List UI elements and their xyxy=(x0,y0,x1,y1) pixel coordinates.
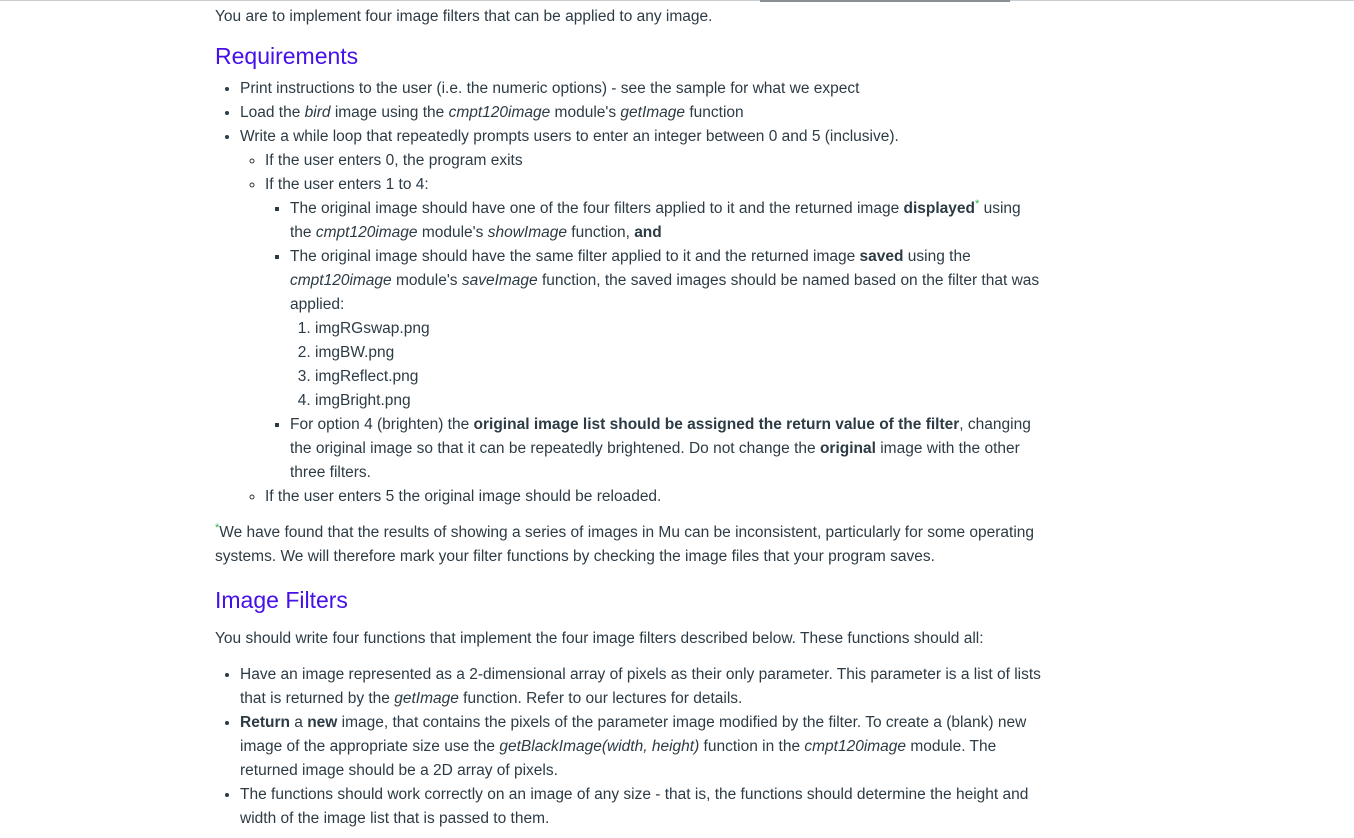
text-run: The original image should have one of the four filters applied to it and the returned image xyxy=(290,200,904,217)
text-run: getBlackImage(width, height) xyxy=(499,738,700,755)
footnote-marker: * xyxy=(975,197,980,210)
list-item-text: Write a while loop that repeatedly prompts users to enter an integer between 0 and 5 (inclusive). xyxy=(240,128,899,145)
text-run: a xyxy=(289,714,308,731)
list-item xyxy=(240,101,1045,125)
text-run: The original image should have the same filter applied to it and the returned image xyxy=(290,248,860,265)
footnote-text: We have found that the results of showing a series of images in Mu can be inconsistent, particularly for some operating systems. We will therefore mark your filter functions by checking the image files that your program saves. xyxy=(215,524,1035,565)
text-run: using the xyxy=(290,200,1021,241)
list-item-text: If the user enters 5 the original image should be reloaded. xyxy=(265,488,662,505)
list-item xyxy=(290,413,1045,485)
list-item-text: The functions should work correctly on an image of any size - that is, the functions should determine the height and width of the image list that is passed to them. xyxy=(240,786,1029,827)
text-run: and xyxy=(634,224,662,241)
requirements-list xyxy=(215,77,1045,509)
text-run: original image list should be assigned the return value of the filter xyxy=(473,416,960,433)
text-run: module's xyxy=(417,224,488,241)
list-item xyxy=(240,663,1045,711)
list-item-text: Print instructions to the user (i.e. the numeric options) - see the sample for what we expect xyxy=(240,80,860,97)
text-run: module's xyxy=(391,272,462,289)
text-run: function xyxy=(685,104,744,121)
filters-intro-paragraph: You should write four functions that implement the four image filters described below. These functions should all: xyxy=(215,630,984,647)
text-run: cmpt120image xyxy=(290,272,392,289)
footnote-marker: * xyxy=(215,521,220,534)
loop-options-list xyxy=(240,149,1045,509)
text-run: image, that contains the pixels of the parameter image modified by the filter. To create a (blank) new image of the appropriate size use the xyxy=(240,714,1027,755)
list-item xyxy=(240,783,1045,831)
requirements-heading: Requirements xyxy=(215,43,359,69)
saved-files-list xyxy=(290,317,1045,413)
text-run: module. The returned image should be a 2D array of pixels. xyxy=(240,738,997,779)
filters-requirements-list xyxy=(215,663,1045,831)
text-run: function in the xyxy=(699,738,805,755)
text-run: image using the xyxy=(330,104,449,121)
top-divider-accent xyxy=(760,0,1010,2)
text-run: cmpt120image xyxy=(315,224,418,241)
text-run: showImage xyxy=(487,224,567,241)
list-item: 1. imgRGswap.png xyxy=(315,317,1045,341)
text-run: function, the saved images should be named based on the filter that was applied: xyxy=(290,272,1040,313)
list-item xyxy=(290,245,1045,413)
top-divider xyxy=(0,0,1354,1)
text-run: getImage xyxy=(394,690,459,707)
text-run: new xyxy=(307,714,338,731)
list-item-text: If the user enters 1 to 4: xyxy=(265,176,429,193)
footnote-paragraph xyxy=(215,521,1045,569)
text-run: original xyxy=(819,440,876,457)
list-item: 2. imgBW.png xyxy=(315,341,1045,365)
list-item xyxy=(240,711,1045,783)
text-run: Return xyxy=(240,714,290,731)
text-run: saveImage xyxy=(461,272,538,289)
text-run: image with the other three filters. xyxy=(290,440,1020,481)
text-run: using the xyxy=(903,248,971,265)
text-run: cmpt120image xyxy=(448,104,551,121)
list-item xyxy=(265,485,1045,509)
text-run: For option 4 (brighten) the xyxy=(290,416,474,433)
text-run: bird xyxy=(304,104,331,121)
intro-paragraph: You are to implement four image filters that can be applied to any image. xyxy=(215,8,713,25)
text-run: Have an image represented as a 2-dimensional array of pixels as their only parameter. This parameter is a list of lists that is returned by the xyxy=(240,666,1041,707)
image-filters-heading: Image Filters xyxy=(215,587,348,613)
text-run: function, xyxy=(566,224,635,241)
assignment-content xyxy=(215,5,1045,831)
text-run: getImage xyxy=(620,104,686,121)
list-item: 3. imgReflect.png xyxy=(315,365,1045,389)
text-run: saved xyxy=(859,248,904,265)
list-item: 4. imgBright.png xyxy=(315,389,1045,413)
option-details-list xyxy=(265,197,1045,485)
text-run: displayed xyxy=(903,200,975,217)
text-run: function. Refer to our lectures for details. xyxy=(458,690,743,707)
text-run: module's xyxy=(550,104,621,121)
list-item xyxy=(240,77,1045,101)
list-item xyxy=(240,125,1045,509)
list-item-text: If the user enters 0, the program exits xyxy=(265,152,523,169)
text-run: , changing the original image so that it can be repeatedly brightened. Do not change the xyxy=(290,416,1031,457)
list-item xyxy=(290,197,1045,245)
list-item xyxy=(265,173,1045,485)
list-item xyxy=(265,149,1045,173)
text-run: cmpt120image xyxy=(804,738,907,755)
text-run: Load the xyxy=(240,104,305,121)
